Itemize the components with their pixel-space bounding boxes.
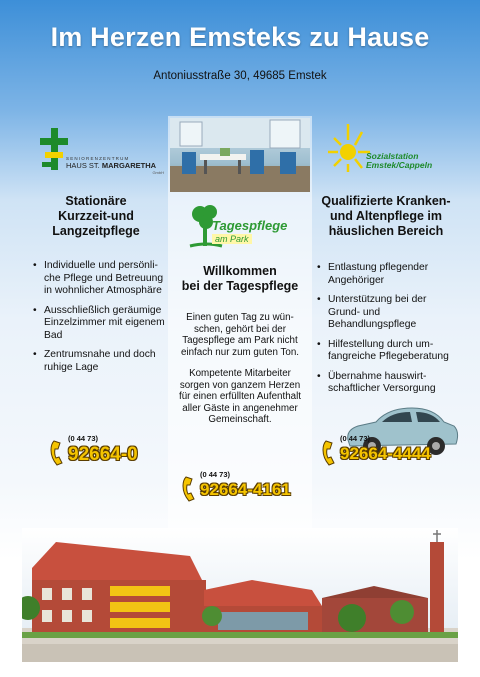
middle-paragraph-1 <box>172 312 308 358</box>
left-title <box>28 194 164 239</box>
left-bullet-list <box>33 260 167 381</box>
phone-prefix: (0 44 73) <box>200 470 231 479</box>
left-phone <box>50 434 160 470</box>
building-illustration <box>22 528 458 662</box>
phone-icon <box>182 476 198 502</box>
right-title-line: häuslichen Bereich <box>328 224 444 238</box>
text-line: für einen erfüllten Aufenthalt <box>178 391 301 403</box>
logo-caption: SENIORENZENTRUM <box>66 156 130 161</box>
text-line: Gemeinschaft. <box>208 414 272 426</box>
sozialstation-logo-text <box>366 152 432 170</box>
right-title-line: und Altenpflege im <box>329 209 443 223</box>
list-item: • Übernahme hauswirt-schaftlicher Versorgung <box>317 371 457 396</box>
logo-name-prefix: HAUS ST. <box>66 161 100 170</box>
list-item: • Zentrumsnahe und doch ruhige Lage <box>33 349 167 374</box>
sozialstation-line2: Emstek/Cappeln <box>366 160 433 170</box>
list-item: • Individuelle und persönli-che Pflege und Betreuung in wohnlicher Atmosphäre <box>33 260 167 298</box>
text-line: Kompetente Mitarbeiter <box>189 368 291 379</box>
right-bullet-list <box>317 262 457 403</box>
sozialstation-line1: Sozialstation <box>366 151 419 161</box>
text-line: Tagespflege am Park nicht <box>182 335 298 347</box>
interior-photo <box>170 118 310 192</box>
address: Antoniusstraße 30, 49685 Emstek <box>153 70 327 82</box>
tagespflege-logo-line1: Tagespflege <box>212 218 288 233</box>
text-line: einfach nur zum guten Ton. <box>180 346 299 358</box>
cross-logo-icon <box>40 128 68 170</box>
phone-number: 92664-4444 <box>340 444 431 463</box>
phone-prefix: (0 44 73) <box>68 434 99 443</box>
list-item: • Hilfestellung durch um-fangreiche Pflegeberatung <box>317 339 457 364</box>
interior-photo-image <box>170 118 310 192</box>
building-photo <box>22 528 458 662</box>
right-title-line: Qualifizierte Kranken- <box>321 194 451 208</box>
phone-prefix: (0 44 73) <box>340 434 371 443</box>
text-line: sorgen von ganzem Herzen <box>179 379 301 391</box>
left-title-line: Langzeitpflege <box>52 224 140 238</box>
page-title: Im Herzen Emsteks zu Hause <box>50 22 430 52</box>
text-line: schen, gehört bei der <box>193 323 287 335</box>
middle-phone <box>182 470 312 506</box>
phone-icon <box>50 440 66 466</box>
sozialstation-logo <box>326 122 456 180</box>
margaretha-logo <box>40 128 164 180</box>
sun-icon <box>326 122 370 172</box>
list-item: • Entlastung pflegender Angehöriger <box>317 262 457 287</box>
text-line: Einen guten Tag zu wün- <box>186 312 294 323</box>
welcome-line: bei der Tagespflege <box>181 279 299 293</box>
list-item: • Ausschließlich geräumige Einzelzimmer mit eigenem Bad <box>33 305 167 343</box>
tagespflege-logo <box>188 204 292 252</box>
welcome-line: Willkommen <box>203 264 277 278</box>
left-title-line: Stationäre <box>65 194 127 208</box>
right-phone <box>322 434 452 470</box>
phone-number: 92664-0 <box>68 444 138 465</box>
logo-name-bold: MARGARETHA <box>101 161 157 170</box>
logo-suffix: GmbH <box>152 170 164 175</box>
text-line: aller Gäste in angenehmer <box>182 402 298 414</box>
middle-paragraph-2 <box>172 368 308 426</box>
phone-number: 92664-4161 <box>200 480 291 499</box>
right-title <box>314 194 458 239</box>
left-title-line: Kurzzeit-und <box>58 209 134 223</box>
middle-welcome-title <box>168 264 312 294</box>
logo-name <box>66 161 164 170</box>
list-item: • Unterstützung bei der Grund- und Behandlungspflege <box>317 294 457 332</box>
phone-icon <box>322 440 338 466</box>
tagespflege-logo-line2: am Park <box>212 234 252 244</box>
